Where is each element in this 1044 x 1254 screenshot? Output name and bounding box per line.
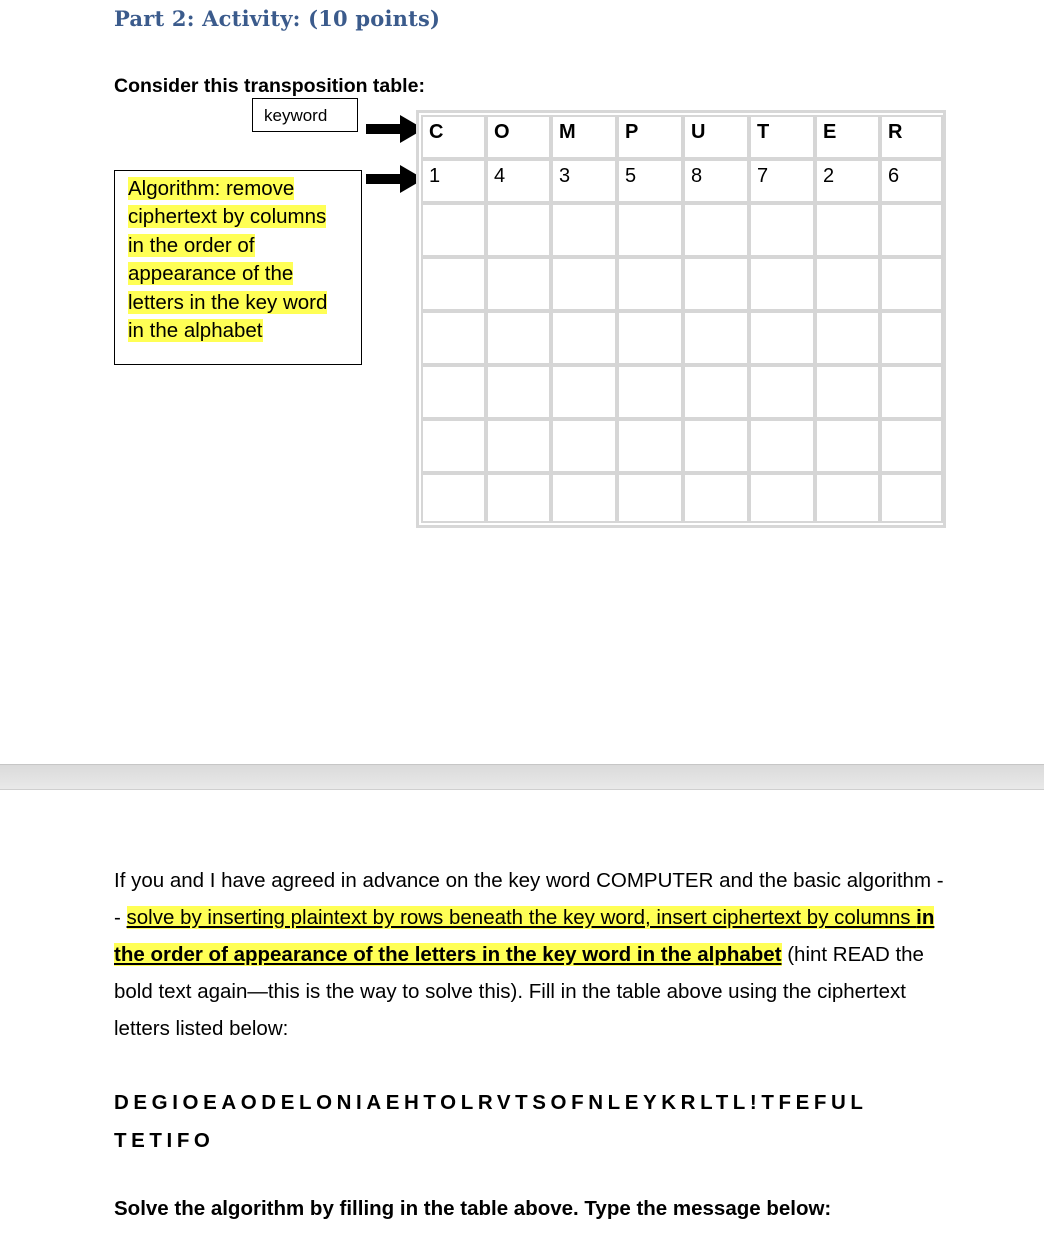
empty-table-cell: [617, 365, 683, 419]
empty-table-cell: [551, 419, 617, 473]
empty-table-cell: [486, 473, 551, 523]
empty-table-cell: [749, 203, 815, 257]
empty-table-cell: [486, 311, 551, 365]
column-order-cell: 4: [486, 159, 551, 203]
empty-table-cell: [421, 257, 486, 311]
keyword-letter-cell: C: [421, 115, 486, 159]
column-order-cell: 2: [815, 159, 880, 203]
empty-table-cell: [815, 365, 880, 419]
empty-table-cell: [421, 203, 486, 257]
algorithm-box: [114, 170, 362, 365]
keyword-letter-cell: R: [880, 115, 943, 159]
empty-table-cell: [815, 419, 880, 473]
empty-table-cell: [486, 365, 551, 419]
column-order-cell: 5: [617, 159, 683, 203]
column-order-cell: 6: [880, 159, 943, 203]
algorithm-line: ciphertext by columns: [128, 205, 327, 229]
keyword-letter-cell: P: [617, 115, 683, 159]
empty-table-cell: [880, 365, 943, 419]
empty-table-cell: [421, 311, 486, 365]
empty-table-cell: [749, 365, 815, 419]
empty-table-cell: [749, 419, 815, 473]
empty-table-cell: [421, 473, 486, 523]
algorithm-line: in the order of: [128, 233, 255, 257]
empty-table-cell: [421, 419, 486, 473]
solve-instruction: Solve the algorithm by filling in the table above. Type the message below:: [114, 1197, 832, 1220]
empty-table-cell: [551, 311, 617, 365]
empty-table-cell: [880, 311, 943, 365]
empty-table-cell: [486, 203, 551, 257]
empty-table-cell: [880, 419, 943, 473]
empty-table-cell: [683, 203, 749, 257]
column-order-cell: 8: [683, 159, 749, 203]
instructions-text: If you and I have agreed in advance on the key word COMPUTER and the basic algorithm --: [114, 869, 944, 929]
empty-table-cell: [683, 473, 749, 523]
instructions-paragraph: [114, 862, 944, 1047]
keyword-letter-cell: U: [683, 115, 749, 159]
empty-table-cell: [815, 203, 880, 257]
empty-table-cell: [617, 311, 683, 365]
empty-table-cell: [749, 473, 815, 523]
keyword-letter-cell: O: [486, 115, 551, 159]
algorithm-line: appearance of the: [128, 262, 294, 286]
page-divider: [0, 764, 1044, 790]
empty-table-cell: [551, 257, 617, 311]
part-heading: Part 2: Activity: (10 points): [114, 6, 441, 31]
empty-table-cell: [880, 473, 943, 523]
algorithm-line: letters in the key word: [128, 290, 328, 314]
empty-table-cell: [815, 311, 880, 365]
empty-table-cell: [880, 203, 943, 257]
keyword-letter-cell: M: [551, 115, 617, 159]
empty-table-cell: [683, 257, 749, 311]
keyword-label-box: keyword: [252, 98, 358, 132]
empty-table-cell: [683, 365, 749, 419]
column-order-cell: 1: [421, 159, 486, 203]
instructions-text: (hint READ the bold text again—this is the way to solve this). Fill in the table above using the ciphertext letters listed below:: [114, 943, 924, 1040]
empty-table-cell: [551, 473, 617, 523]
empty-table-cell: [683, 311, 749, 365]
empty-table-cell: [421, 365, 486, 419]
algorithm-line: Algorithm: remove: [128, 177, 295, 200]
empty-table-cell: [815, 473, 880, 523]
empty-table-cell: [551, 365, 617, 419]
empty-table-cell: [617, 203, 683, 257]
table-intro: Consider this transposition table:: [114, 75, 425, 97]
empty-table-cell: [749, 311, 815, 365]
instructions-highlight-bold: in the order of appearance of the letters in the key word in the alphabet: [114, 906, 935, 966]
column-order-cell: 7: [749, 159, 815, 203]
column-order-cell: 3: [551, 159, 617, 203]
empty-table-cell: [815, 257, 880, 311]
algorithm-line: in the alphabet: [128, 319, 263, 343]
empty-table-cell: [683, 419, 749, 473]
empty-table-cell: [486, 257, 551, 311]
empty-table-cell: [617, 257, 683, 311]
empty-table-cell: [617, 419, 683, 473]
empty-table-cell: [749, 257, 815, 311]
instructions-highlight: solve by inserting plaintext by rows beneath the key word, insert ciphertext by columns: [126, 906, 917, 929]
empty-table-cell: [617, 473, 683, 523]
keyword-letter-cell: T: [749, 115, 815, 159]
transposition-table: [416, 110, 946, 528]
keyword-letter-cell: E: [815, 115, 880, 159]
empty-table-cell: [486, 419, 551, 473]
empty-table-cell: [880, 257, 943, 311]
empty-table-cell: [551, 203, 617, 257]
ciphertext: DEGIOEAODELONIAEHTOLRVTSOFNLEYKRLTL!TFEFUL TETIFO: [114, 1091, 868, 1152]
